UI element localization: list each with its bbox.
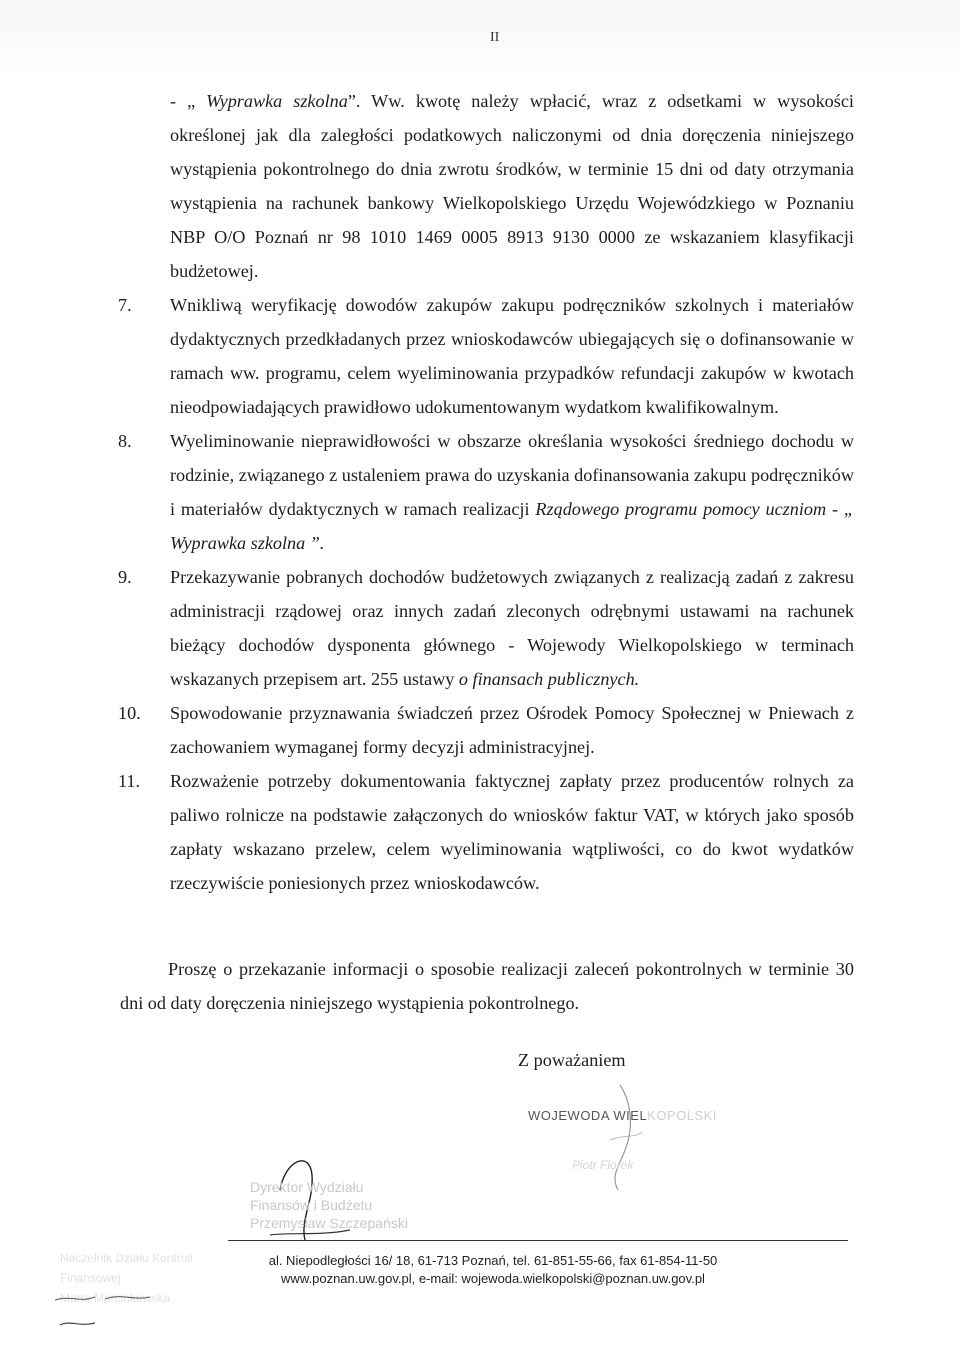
recommendation-item [118,288,854,424]
director-line-2: Finansów i Budżetu [250,1197,373,1213]
footer [228,1252,758,1288]
item-text-wrapper [170,424,854,560]
voivode-name-stamp: Piotr Florek [572,1158,634,1172]
faint-line-3: Marta Marcinkowska [60,1291,171,1305]
item-number: 9. [118,567,132,587]
faint-line-1: Naczelnik Działu Kontroli [60,1251,193,1265]
voivode-signature [580,1080,660,1200]
page-mark: II [490,30,500,45]
closing-paragraph: Proszę o przekazanie informacji o sposobie realizacji zaleceń pokontrolnych w terminie 30 dni od daty doręczenia niniejszego wystąpienia pokontrolnego. [120,959,854,1013]
item-text: Spowodowanie przyznawania świadczeń przez Ośrodek Pomocy Społecznej w Pniewach z zachowaniem wymaganej formy decyzji administracyjnej. [170,703,854,757]
footer-web: www.poznan.uw.gov.pl, e-mail: wojewoda.wielkopolski@poznan.uw.gov.pl [281,1271,705,1286]
item-italic: Rządowego programu pomocy uczniom - „ Wyprawka szkolna ”. [170,499,854,553]
footer-divider [228,1240,848,1241]
document-body [118,84,854,900]
voivode-stamp [528,1108,717,1123]
item-number: 10. [118,703,141,723]
item-number: 11. [118,771,141,791]
stamp-voivode-text: WOJEWODA WIEL [528,1108,648,1123]
director-stamp [250,1178,408,1232]
faint-line-2: Finansowej [60,1271,121,1285]
footer-address: al. Niepodległości 16/ 18, 61-713 Poznań, tel. 61-851-55-66, fax 61-854-11-50 [268,1253,718,1268]
item-text: Rozważenie potrzeby dokumentowania faktycznej zapłaty przez producentów rolnych za paliwo rolnicze na podstawie załączonych do wniosków faktur VAT, w których jako sposób zapłaty wskazano przelew, celem wyeliminowania wątpliwości, co do kwot wydatków rzeczywiście poniesionych przez wnioskodawców. [170,771,854,893]
item-italic: o finansach publicznych. [458,669,640,689]
item-number: 7. [118,295,132,315]
item-number: 8. [118,431,132,451]
director-line-1: Dyrektor Wydziału [250,1179,364,1195]
recommendation-item [118,696,854,764]
handwritten-scribble [50,1285,190,1335]
intro-text: ”. Ww. kwotę należy wpłacić, wraz z odsetkami w wysokości określonej jak dla zaległości podatkowych naliczonymi od dnia doręczenia niniejszego wystąpienia pokontrolnego do dnia zwrotu środków, w terminie 15 dni od daty otrzymania wystąpienia na rachunek bankowy Wielkopolskiego Urzędu Wojewódzkiego w Poznaniu NBP O/O Poznań nr 98 1010 1469 0005 8913 9130 0000 ze wskazaniem klasyfikacji budżetowej. [170,91,854,281]
item-text-wrapper [170,560,854,696]
recommendation-item [118,560,854,696]
item-text: Wyeliminowanie nieprawidłowości w obszarze określania wysokości średniego dochodu w rodzinie, związanego z ustaleniem prawa do uzyskania dofinansowania zakupu podręczników i materiałów dydaktycznych w ramach realizacji [170,431,854,519]
scan-shadow [0,0,960,80]
intro-paragraph [170,84,854,288]
recommendation-item [118,424,854,560]
item-text: Przekazywanie pobranych dochodów budżetowych związanych z realizacją zadań z zakresu administracji rządowej oraz innych zadań zleconych odrębnymi ustawami na rachunek bieżący dochodów dysponenta głównego - Wojewody Wielkopolskiego w terminach wskazanych przepisem art. 255 ustawy [170,567,854,689]
intro-prefix: - „ [170,91,207,111]
stamp-voivode-faint: KOPOLSKI [647,1108,717,1123]
item-text: Wnikliwą weryfikację dowodów zakupów zakupu podręczników szkolnych i materiałów dydaktycznych przedkładanych przez wnioskodawców ubiegających się o dofinansowanie w ramach ww. programu, celem wyeliminowania przypadków refundacji zakupów w kwotach nieodpowiadających prawidłowo udokumentowanym wydatkom kwalifikowalnym. [170,295,854,417]
director-name: Przemysław Szczepański [250,1215,408,1231]
recommendation-item [118,764,854,900]
program-name: Wyprawka szkolna [206,91,348,111]
regards-text: Z poważaniem [518,1050,626,1070]
